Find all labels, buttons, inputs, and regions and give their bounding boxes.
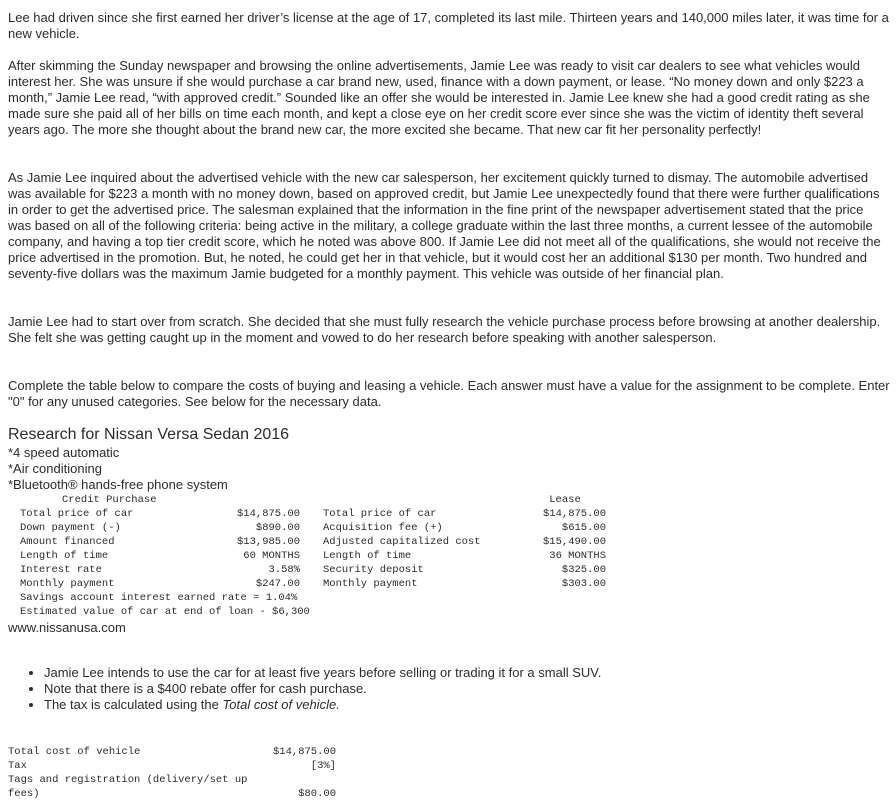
tax-note-emphasis: Total cost of vehicle. [222,697,340,712]
lease-value: $615.00 [561,522,606,534]
intro-paragraph: Lee had driven since she first earned her driver’s license at the age of 17, completed its last mile. Thirteen years and 140,000 miles later, it was time for a new vehicle. [8,10,889,41]
lease-value: 36 MONTHS [549,550,606,562]
list-item [44,697,601,713]
tags-label-continued: fees) [8,788,40,800]
lease-label: Acquisition fee (+) [323,522,443,534]
lease-value: $15,490.00 [542,536,606,548]
source-url: www.nissanusa.com [8,620,126,635]
credit-value: $890.00 [255,522,300,534]
lease-value: $14,875.00 [542,508,606,520]
lease-heading: Lease [549,494,581,506]
savings-note: Savings account interest earned rate = 1.04% [20,592,298,604]
story-paragraph-2: As Jamie Lee inquired about the advertised vehicle with the new car salesperson, her excitement quickly turned to dismay. The automobile advertised was available for $223 a month with no money down, based on approved credit, but Jamie Lee unexpectedly found that there were further qualifications in order to get the advertised price. The salesman explained that the information in the fine print of the newspaper advertisement stated that the price was based on all of the following criteria: being active in the military, a college graduate within the last three months, a current lessee of the automobile company, and having a top tier credit score, which he noted was above 800. If Jamie Lee did not meet all of the qualifications, she would not receive the price advertised in the promotion. But, he noted, he could get her in that vehicle, but it would cost her an additional $130 per month. Two hundred and seventy-five dollars was the maximum Jamie budgeted for a monthly payment. This vehicle was outside of her financial plan. [8,170,881,281]
lease-value: $303.00 [561,578,606,590]
tax-note-text: The tax is calculated using the [44,697,223,712]
tags-value: $80.00 [298,788,336,800]
total-cost-value: $14,875.00 [272,746,336,758]
credit-heading: Credit Purchase [62,494,157,506]
credit-value: 60 MONTHS [243,550,300,562]
credit-value: 3.58% [268,564,300,576]
credit-label: Down payment (-) [20,522,121,534]
instructions-paragraph: Complete the table below to compare the costs of buying and leasing a vehicle. Each answer must have a value for the assignment to be complete. Enter "0" for any unused categories. See below for the necessary data. [8,378,890,409]
tax-value: [3%] [310,760,336,772]
lease-label: Adjusted capitalized cost [323,536,481,548]
feature-item: *Air conditioning [8,461,102,476]
credit-value: $14,875.00 [236,508,300,520]
lease-label: Length of time [323,550,412,562]
list-item: • Jamie Lee intends to use the car for at least five years before selling or trading it for a small SUV. [44,665,601,681]
list-item: • Note that there is a $400 rebate offer for cash purchase. [44,681,601,697]
tax-label: Tax [8,760,27,772]
feature-item: *4 speed automatic [8,445,120,460]
assumptions-list [26,665,601,713]
research-title: Research for Nissan Versa Sedan 2016 [8,426,290,443]
feature-item: *Bluetooth® hands-free phone system [8,477,228,492]
credit-label: Length of time [20,550,109,562]
credit-label: Monthly payment [20,578,115,590]
credit-label: Total price of car [20,508,134,520]
estimated-value-note: Estimated value of car at end of loan - $6,300 [20,606,310,618]
lease-label: Monthly payment [323,578,418,590]
lease-label: Total price of car [323,508,437,520]
tags-label: Tags and registration (delivery/set up [8,774,248,786]
credit-value: $247.00 [255,578,300,590]
story-paragraph-3: Jamie Lee had to start over from scratch. She decided that she must fully research the vehicle purchase process before browsing at another dealership. She felt she was getting caught up in the moment and vowed to do her research before speaking with another salesperson. [8,314,881,345]
credit-label: Interest rate [20,564,102,576]
feature-list [8,445,228,493]
lease-label: Security deposit [323,564,424,576]
story-paragraph-1: After skimming the Sunday newspaper and browsing the online advertisements, Jamie Lee was ready to visit car dealers to see what vehicles would interest her. She was unsure if she would purchase a car brand new, used, finance with a down payment, or lease. “No money down and only $223 a month,” Jamie Lee read, “with approved credit.” Sounded like an offer she would be interested in. Jamie Lee knew she had a good credit rating as she made sure she paid all of her bills on time each month, and kept a close eye on her credit score ever since she was the victim of identity theft several years ago. The more she thought about the brand new car, the more excited she became. That new car fit her personality perfectly! [8,58,870,137]
credit-label: Amount financed [20,536,115,548]
total-cost-label: Total cost of vehicle [8,746,141,758]
lease-value: $325.00 [561,564,606,576]
credit-value: $13,985.00 [236,536,300,548]
